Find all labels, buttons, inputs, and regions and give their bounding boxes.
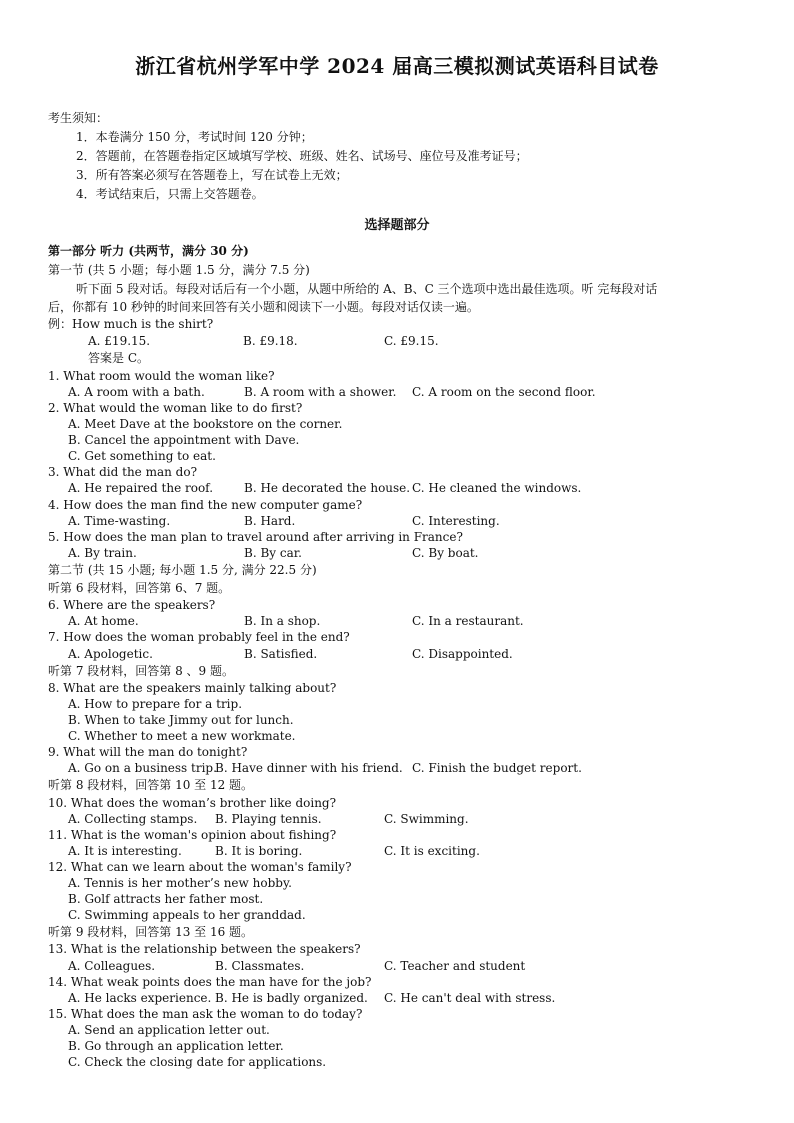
section2-heading: 第二节 (共 15 小题; 每小题 1.5 分, 满分 22.5 分) [48,563,317,577]
option-b: B. Classmates. [215,959,305,973]
option-b: B. Cancel the appointment with Dave. [68,433,300,447]
page-title: 浙江省杭州学军中学 2024 届高三模拟测试英语科目试卷 [135,54,659,78]
option-c: C. Check the closing date for applications. [68,1055,327,1069]
example-question: 例：How much is the shirt? [48,317,214,331]
question: 5. How does the man plan to travel around after arriving in France? [48,530,463,544]
example-answer: 答案是 C。 [88,351,149,365]
option-a: A. Apologetic. [68,647,153,661]
question: 10. What does the woman’s brother like doing? [48,796,337,810]
question: 9. What will the man do tonight? [48,745,248,759]
option-c: C. Whether to meet a new workmate. [68,729,296,743]
option-b: B. Have dinner with his friend. [215,761,403,775]
option-c: C. Disappointed. [412,647,513,661]
section1-heading: 第一节 (共 5 小题；每小题 1.5 分，满分 7.5 分) [48,263,310,277]
option-c: C. In a restaurant. [412,614,524,628]
question: 14. What weak points does the man have for the job? [48,975,372,989]
question: 8. What are the speakers mainly talking about? [48,681,337,695]
option-c: C. A room on the second floor. [412,385,596,399]
option-c: C. Interesting. [412,514,500,528]
question: 13. What is the relationship between the speakers? [48,942,361,956]
option-b: B. In a shop. [244,614,321,628]
option-a: A. A room with a bath. [68,385,205,399]
option-a: A. Send an application letter out. [68,1023,270,1037]
option-a: A. Time-wasting. [68,514,171,528]
option-a: A. It is interesting. [68,844,182,858]
option-b: B. Golf attracts her father most. [68,892,264,906]
option-a: A. Meet Dave at the bookstore on the corner. [68,417,343,431]
section1-instruction: 听下面 5 段对话。每段对话后有一个小题，从题中所给的 A、B、C 三个选项中选出最佳选项。听 完每段对话 [76,282,658,296]
question: 6. Where are the speakers? [48,598,216,612]
notice-item: 4．考试结束后，只需上交答题卷。 [76,187,264,201]
example-option: C. £9.15. [384,334,439,348]
option-b: B. It is boring. [215,844,303,858]
question: 2. What would the woman like to do first? [48,401,303,415]
material-heading: 听第 7 段材料，回答第 8 、9 题。 [48,664,234,678]
question: 1. What room would the woman like? [48,369,275,383]
option-a: A. Collecting stamps. [68,812,198,826]
option-b: B. Satisfied. [244,647,318,661]
option-c: C. He can't deal with stress. [384,991,556,1005]
question: 3. What did the man do? [48,465,198,479]
option-b: B. A room with a shower. [244,385,397,399]
option-a: A. By train. [68,546,137,560]
option-a: A. Go on a business trip. [68,761,217,775]
option-b: B. Hard. [244,514,296,528]
notice-item: 1．本卷满分 150 分，考试时间 120 分钟； [76,130,313,144]
option-c: C. By boat. [412,546,479,560]
option-c: C. Swimming. [384,812,469,826]
notice-item: 2．答题前，在答题卷指定区域填写学校、班级、姓名、试场号、座位号及准考证号； [76,149,528,163]
question: 7. How does the woman probably feel in the end? [48,630,350,644]
question: 11. What is the woman's opinion about fishing? [48,828,337,842]
option-a: A. Colleagues. [68,959,156,973]
option-a: A. Tennis is her mother’s new hobby. [68,876,292,890]
option-b: B. Playing tennis. [215,812,322,826]
option-a: A. At home. [68,614,139,628]
option-b: B. When to take Jimmy out for lunch. [68,713,294,727]
option-a: A. He lacks experience. [68,991,212,1005]
notice-heading: 考生须知： [48,111,109,125]
option-b: B. By car. [244,546,302,560]
material-heading: 听第 8 段材料，回答第 10 至 12 题。 [48,778,254,792]
option-a: A. How to prepare for a trip. [68,697,243,711]
question: 4. How does the man find the new computer game? [48,498,363,512]
option-c: C. It is exciting. [384,844,480,858]
notice-item: 3．所有答案必须写在答题卷上，写在试卷上无效； [76,168,348,182]
option-c: C. Get something to eat. [68,449,216,463]
option-c: C. Finish the budget report. [412,761,582,775]
option-c: C. Teacher and student [384,959,526,973]
option-a: A. He repaired the roof. [68,481,214,495]
option-c: C. Swimming appeals to her granddad. [68,908,306,922]
material-heading: 听第 6 段材料，回答第 6、7 题。 [48,581,231,595]
question: 12. What can we learn about the woman's family? [48,860,352,874]
section1-instruction: 后，你都有 10 秒钟的时间来回答有关小题和阅读下一小题。每段对话仅读一遍。 [48,300,479,314]
material-heading: 听第 9 段材料，回答第 13 至 16 题。 [48,925,254,939]
example-option: B. £9.18. [243,334,298,348]
option-b: B. He decorated the house. [244,481,411,495]
question: 15. What does the man ask the woman to do today? [48,1007,363,1021]
option-b: B. He is badly organized. [215,991,368,1005]
part1-heading: 第一部分 听力 (共两节，满分 30 分) [48,244,249,258]
option-b: B. Go through an application letter. [68,1039,284,1053]
option-c: C. He cleaned the windows. [412,481,582,495]
section-title: 选择题部分 [364,218,430,233]
example-option: A. £19.15. [88,334,151,348]
